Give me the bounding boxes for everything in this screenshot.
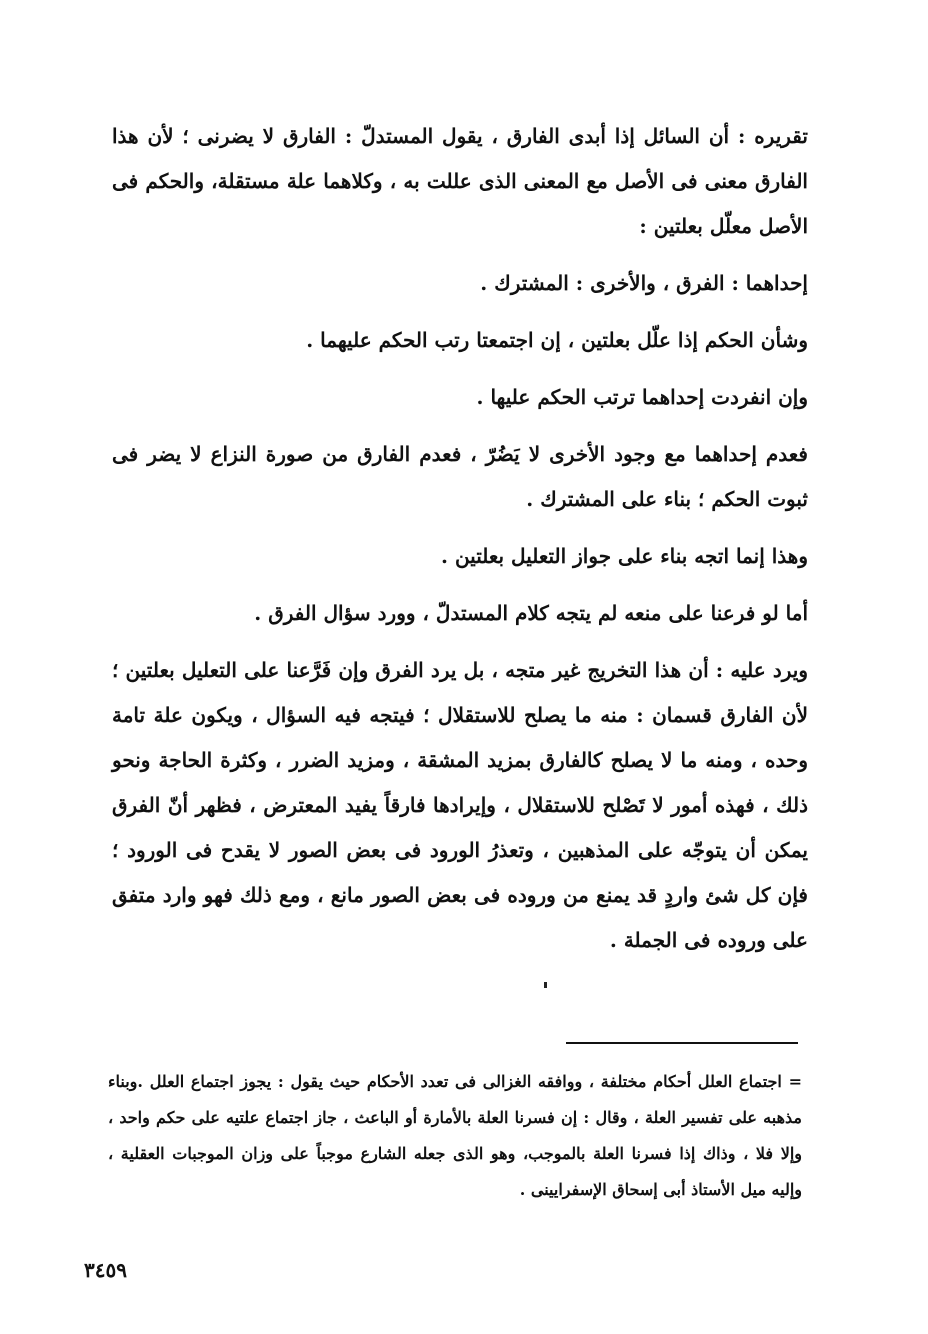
paragraph-2: إحداهما : الفرق ، والأخرى : المشترك . bbox=[480, 271, 808, 295]
footnote-separator bbox=[566, 1042, 798, 1044]
footnote bbox=[108, 1064, 802, 1208]
paragraph-8: ويرد عليه : أن هذا التخريج غير متجه ، بل يرد الفرق وإن فَرَّعنا على التعليل بعلتين ؛ لأن الفارق قسمان : منه ما يصلح للاستقلال ؛ فيتجه فيه السؤال ، ويكون علة تامة وحده ، ومنه ما لا يصلح كالفارق بمزيد المشقة ، ومزيد الضرر ، وكثرة الحاجة ونحو ذلك ، فهذه أمور لا تَصْلح للاستقلال ، وإيرادها فارقاً يفيد المعترض ، فظهر أنّ الفرق يمكن أن يتوجّه على المذهبين ، وتعذرُ الورود فى بعض الصور لا يقدح فى الورود ؛ فإن كل شئ واردٍ قد يمنع من وروده فى بعض الصور مانع ، ومع ذلك فهو وارد متفق على وروده فى الجملة . bbox=[112, 658, 808, 952]
scan-artifact-mark bbox=[544, 982, 547, 988]
paragraph-7: أما لو فرعنا على منعه لم يتجه كلام المستدلّ ، وورد سؤال الفرق . bbox=[254, 601, 808, 625]
main-text bbox=[112, 114, 808, 963]
paragraph-5: فعدم إحداهما مع وجود الأخرى لا يَضُرّ ، فعدم الفارق من صورة النزاع لا يضر فى ثبوت الحكم ؛ بناء على المشترك . bbox=[112, 442, 808, 511]
paragraph-6: وهذا إنما اتجه بناء على جواز التعليل بعلتين . bbox=[441, 544, 808, 568]
paragraph-3: وشأن الحكم إذا علّل بعلتين ، إن اجتمعتا رتب الحكم عليهما . bbox=[306, 328, 808, 352]
footnote-text: = اجتماع العلل أحكام مختلفة ، ووافقه الغزالى فى تعدد الأحكام حيث يقول : يجوز اجتماع العلل .وبناء مذهبه على تفسير العلة ، وقال : إن فسرنا العلة بالأمارة أو الباعث ، جاز اجتماع علتيه على حكم واحد ، وإلا فلا ، وذاك إذا فسرنا العلة بالموجب، وهو الذى جعله الشارع موجباً على وزان الموجبات العقلية ، وإليه ميل الأستاذ أبى إسحاق الإسفرايينى . bbox=[108, 1072, 802, 1199]
paragraph-4: وإن انفردت إحداهما ترتب الحكم عليها . bbox=[476, 385, 808, 409]
paragraph-1: تقريره : أن السائل إذا أبدى الفارق ، يقول المستدلّ : الفارق لا يضرنى ؛ لأن هذا الفارق معنى فى الأصل مع المعنى الذى عللت به ، وكلاهما علة مستقلة، والحكم فى الأصل معلّل بعلتين : bbox=[112, 124, 808, 238]
page-number: ٣٤٥٩ bbox=[84, 1258, 127, 1282]
